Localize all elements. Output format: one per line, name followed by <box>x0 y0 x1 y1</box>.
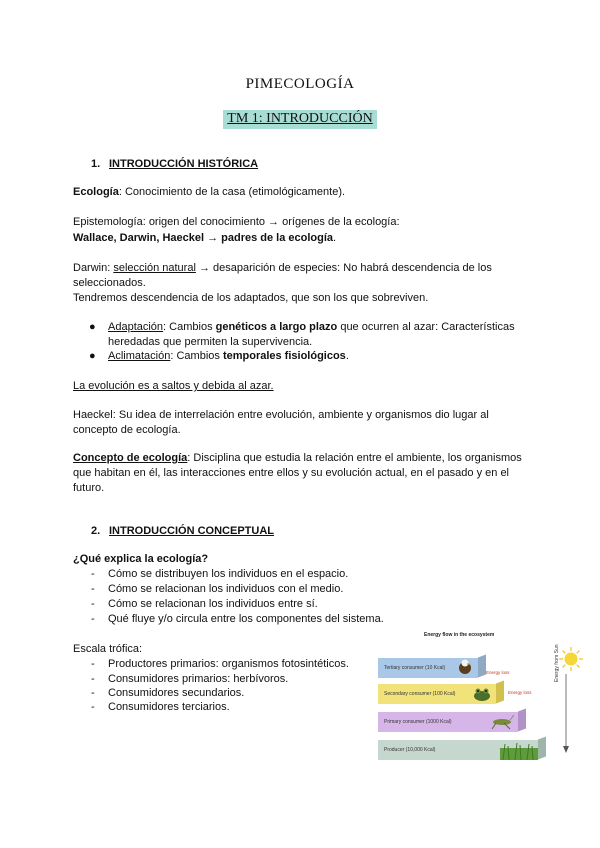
haeckel-line-1: Haeckel: Su idea de interrelación entre evolución, ambiente y organismos dio lugar al <box>73 409 489 421</box>
darwin-line-3: Tendremos descendencia de los adaptados, que son los que sobreviven. <box>73 292 429 304</box>
adaptacion-term: Adaptación <box>108 321 164 333</box>
darwin-line-2: seleccionados. <box>73 277 146 289</box>
bullet-adaptacion <box>108 321 515 333</box>
eagle-icon <box>456 658 474 676</box>
document-title: PIMECOLOGÍA <box>245 76 355 92</box>
section-1-title: INTRODUCCIÓN HISTÓRICA <box>109 158 259 170</box>
bullet-aclimatacion <box>108 350 349 362</box>
tier-side <box>478 655 486 678</box>
evolucion-line: La evolución es a saltos y debida al azar. <box>73 380 274 392</box>
concepto-def-1: : Disciplina que estudia la relación entre el ambiente, los organismos <box>187 452 522 464</box>
escala-item: Consumidores terciarios. <box>108 701 230 713</box>
figure-title: Energy flow in the ecosystem <box>424 632 495 638</box>
aclimatacion-pre: : Cambios <box>170 350 223 362</box>
aclimatacion-bold: temporales fisiológicos <box>222 350 346 362</box>
question-heading <box>73 553 208 565</box>
tier-side <box>496 681 504 704</box>
darwin-term: selección natural <box>113 262 196 274</box>
escala-item: Consumidores secundarios. <box>108 687 245 699</box>
tier-label: Primary consumer (1000 Kcal) <box>384 719 452 725</box>
sun-arrow-icon <box>562 674 570 754</box>
darwin-prefix: Darwin: <box>73 262 114 274</box>
dash-icon: - <box>91 701 95 713</box>
question-item: Cómo se relacionan los individuos con el medio. <box>108 583 344 595</box>
question-item: Cómo se distribuyen los individuos en el espacio. <box>108 568 349 580</box>
concepto-line-1 <box>73 452 522 464</box>
tier-label: Secondary consumer (100 Kcal) <box>384 691 456 697</box>
dash-icon: - <box>91 568 95 580</box>
section-2-heading <box>91 525 274 537</box>
tier-label: Producer (10,000 Kcal) <box>384 747 436 753</box>
bullet-icon: ● <box>89 350 96 362</box>
aclimatacion-post: . <box>345 350 349 362</box>
grass-icon <box>500 740 538 760</box>
dash-icon: - <box>91 687 95 699</box>
subtitle-wrap <box>0 110 600 129</box>
frog-icon <box>472 685 492 703</box>
energy-flow-figure <box>372 632 586 772</box>
bullet-adaptacion-line-2: heredadas que permiten la supervivencia. <box>108 336 313 348</box>
concepto-term: Concepto de ecología <box>73 452 188 464</box>
aclimatacion-term: Aclimatación <box>108 350 171 362</box>
haeckel-line-2: concepto de ecología. <box>73 424 181 436</box>
dash-icon: - <box>91 583 95 595</box>
dash-icon: - <box>91 613 95 625</box>
ecologia-definition: : Conocimiento de la casa (etimológicamente). <box>118 186 346 198</box>
section-2-number: 2. <box>91 525 101 537</box>
ecologia-term: Ecología <box>73 186 119 198</box>
adaptacion-bold: genéticos a largo plazo <box>215 321 338 333</box>
tier-label: Tertiary consumer (10 Kcal) <box>384 665 446 671</box>
ecologia-line <box>73 186 345 198</box>
energy-loss-label: Energy loss <box>486 670 510 675</box>
document-subtitle: TM 1: INTRODUCCIÓN <box>223 110 376 129</box>
fathers-end: . <box>333 232 337 244</box>
section-1-heading <box>91 158 258 170</box>
fathers-line <box>73 232 336 244</box>
tier-side <box>538 737 546 760</box>
energy-loss-label: Energy loss <box>508 690 532 695</box>
grasshopper-icon <box>490 713 514 731</box>
concepto-line-2: que habitan en él, las interacciones entre ellos y su evolución actual, en el pasado y en el <box>73 467 510 479</box>
section-1-number: 1. <box>91 158 101 170</box>
concepto-line-3: futuro. <box>73 482 105 494</box>
bullet-icon: ● <box>89 321 96 333</box>
fathers-text: Wallace, Darwin, Haeckel → padres de la ecología <box>73 232 334 244</box>
question-item: Qué fluye y/o circula entre los componentes del sistema. <box>108 613 384 625</box>
question-text: ¿Qué explica la ecología? <box>73 553 209 565</box>
question-item: Cómo se relacionan los individuos entre sí. <box>108 598 318 610</box>
sun-icon <box>558 646 584 672</box>
escala-item: Consumidores primarios: herbívoros. <box>108 673 289 685</box>
dash-icon: - <box>91 673 95 685</box>
darwin-line-1 <box>73 262 492 274</box>
energy-from-sun-label: Energy from Sun <box>554 644 560 682</box>
escala-heading: Escala trófica: <box>73 643 143 655</box>
dash-icon: - <box>91 598 95 610</box>
section-2-title: INTRODUCCIÓN CONCEPTUAL <box>109 525 274 537</box>
adaptacion-pre: : Cambios <box>163 321 216 333</box>
dash-icon: - <box>91 658 95 670</box>
tier-side <box>518 709 526 732</box>
escala-item: Productores primarios: organismos fotosintéticos. <box>108 658 349 670</box>
epistemologia-line: Epistemología: origen del conocimiento → orígenes de la ecología: <box>73 216 400 228</box>
darwin-rest: → desaparición de especies: No habrá descendencia de los <box>195 262 492 274</box>
adaptacion-post: que ocurren al azar: Características <box>337 321 515 333</box>
